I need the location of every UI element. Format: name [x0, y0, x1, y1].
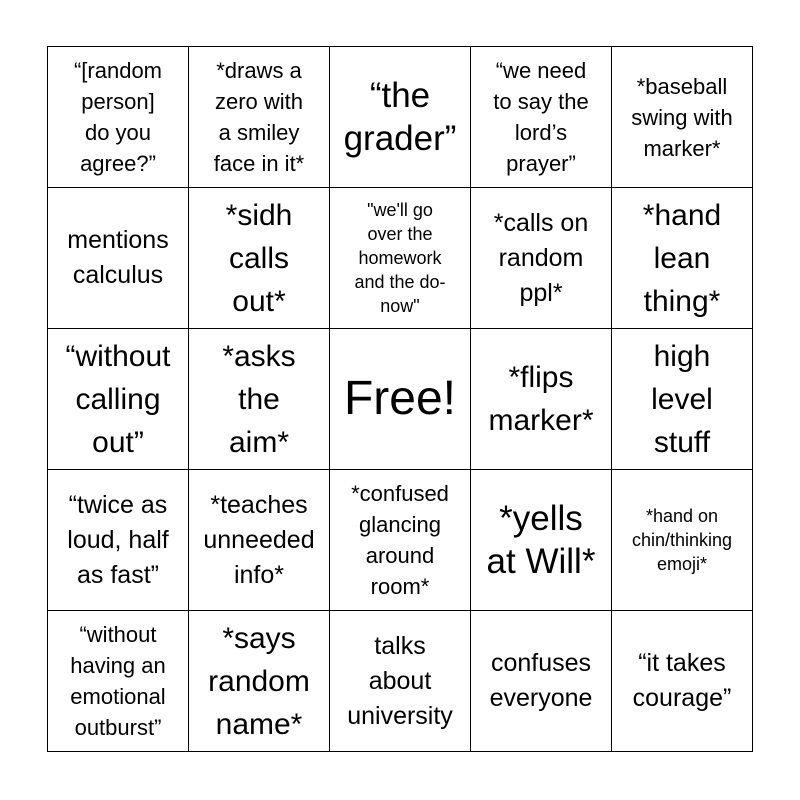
cell-text: *calls on random ppl*: [493, 208, 589, 307]
bingo-cell-r4c2[interactable]: [189, 470, 330, 611]
cell-text: *confused glancing around room*: [351, 481, 449, 599]
cell-text: “it takes courage”: [632, 649, 732, 712]
bingo-cell-r5c1[interactable]: [48, 611, 189, 752]
bingo-cell-free[interactable]: [330, 329, 471, 470]
cell-text: “the grader”: [343, 76, 457, 158]
bingo-cell-r2c4[interactable]: [471, 188, 612, 329]
bingo-cell-r3c5[interactable]: [612, 329, 753, 470]
cell-text: “[random person] do you agree?”: [73, 58, 163, 176]
cell-text: *flips marker*: [488, 361, 594, 437]
cell-text: mentions calculus: [67, 226, 169, 289]
cell-text: *yells at Will*: [486, 499, 596, 581]
bingo-cell-r4c3[interactable]: [330, 470, 471, 611]
cell-text: “twice as loud, half as fast”: [67, 490, 169, 589]
bingo-board: [47, 46, 753, 752]
cell-text: *baseball swing with marker*: [631, 73, 733, 161]
bingo-cell-r3c2[interactable]: [189, 329, 330, 470]
cell-text: “without calling out”: [65, 339, 171, 459]
bingo-cell-r2c1[interactable]: [48, 188, 189, 329]
bingo-cell-r4c1[interactable]: [48, 470, 189, 611]
cell-text: *hand on chin/thinking emoji*: [631, 506, 733, 574]
bingo-cell-r3c1[interactable]: [48, 329, 189, 470]
bingo-cell-r1c4[interactable]: [471, 47, 612, 188]
bingo-cell-r1c3[interactable]: [330, 47, 471, 188]
cell-text: “we need to say the lord’s prayer”: [493, 58, 589, 176]
cell-text: "we'll go over the homework and the do- now": [354, 200, 446, 316]
bingo-cell-r5c5[interactable]: [612, 611, 753, 752]
bingo-cell-r2c5[interactable]: [612, 188, 753, 329]
bingo-cell-r5c3[interactable]: [330, 611, 471, 752]
cell-text: *says random name*: [208, 621, 310, 741]
cell-text: “without having an emotional outburst”: [70, 622, 166, 740]
bingo-cell-r3c4[interactable]: [471, 329, 612, 470]
cell-text: *hand lean thing*: [642, 198, 722, 318]
cell-text: Free!: [343, 372, 457, 425]
cell-text: confuses everyone: [489, 649, 593, 712]
cell-text: *asks the aim*: [222, 339, 296, 459]
cell-text: *draws a zero with a smiley face in it*: [213, 58, 305, 176]
cell-text: *teaches unneeded info*: [203, 490, 315, 589]
bingo-cell-r5c4[interactable]: [471, 611, 612, 752]
bingo-cell-r2c3[interactable]: [330, 188, 471, 329]
cell-text: high level stuff: [651, 339, 713, 459]
bingo-cell-r1c5[interactable]: [612, 47, 753, 188]
bingo-cell-r2c2[interactable]: [189, 188, 330, 329]
bingo-cell-r1c1[interactable]: [48, 47, 189, 188]
bingo-cell-r1c2[interactable]: [189, 47, 330, 188]
cell-text: *sidh calls out*: [225, 198, 293, 318]
bingo-cell-r4c5[interactable]: [612, 470, 753, 611]
cell-text: talks about university: [347, 631, 453, 730]
bingo-cell-r5c2[interactable]: [189, 611, 330, 752]
bingo-cell-r4c4[interactable]: [471, 470, 612, 611]
